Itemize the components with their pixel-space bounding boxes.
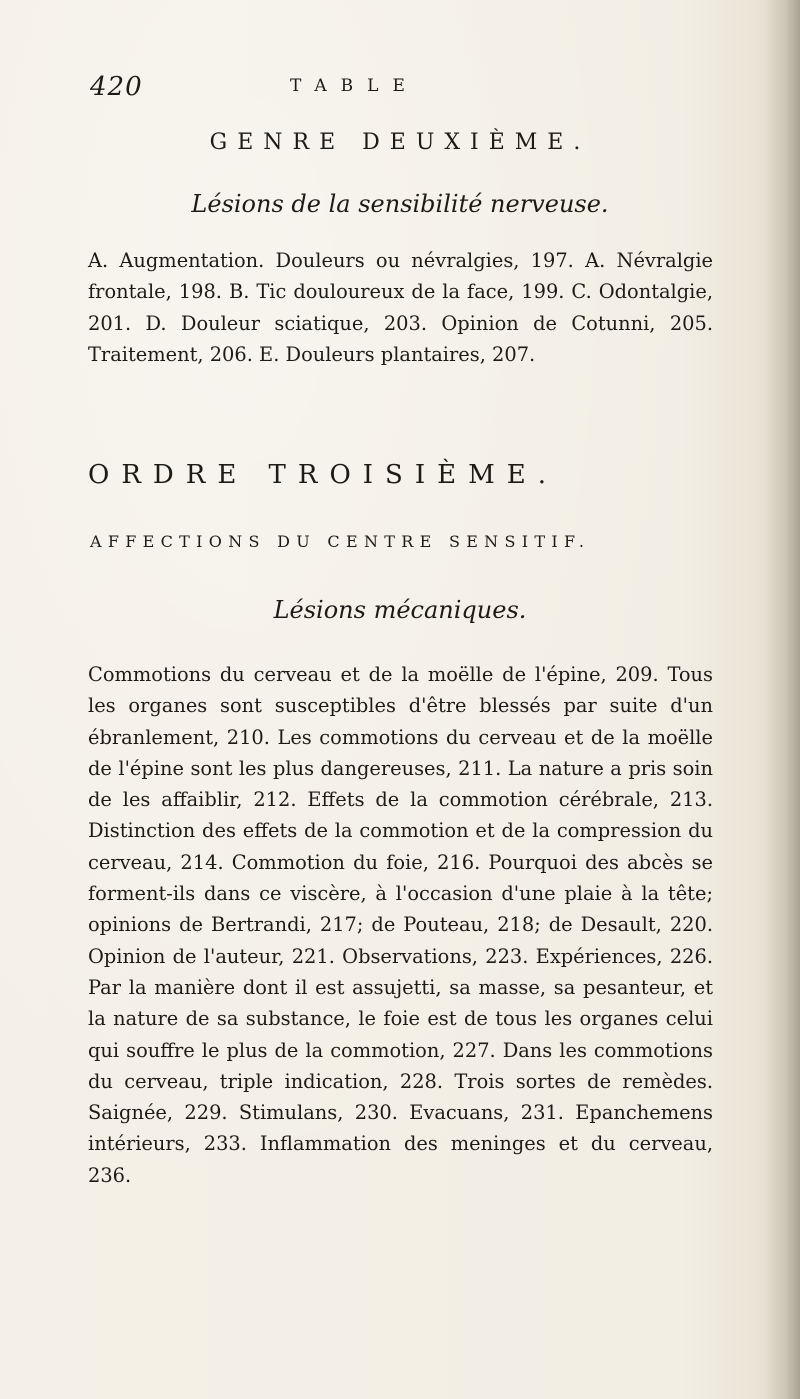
ordre-entries-paragraph: Commotions du cerveau et de la moëlle de l'épine, 209. Tous les organes sont susceptibles d'être blessés par suite d'un ébranlement, 210. Les commotions du cerveau et de la moëlle de l'épine sont les plus dangereuses, 211. La nature a pris soin de les affaiblir, 212. Effets de la commotion cérébrale, 213. Distinction des effets de la commotion et de la compression du cerveau, 214. Commotion du foie, 216. Pourquoi des abcès se forment-ils dans ce viscère, à l'occasion d'une plaie à la tête; opinions de Bertrandi, 217; de Pouteau, 218; de Desault, 220. Opinion de l'auteur, 221. Observations, 223. Expériences, 226. Par la manière dont il est assujetti, sa masse, sa pesanteur, et la nature de sa substance, le foie est de tous les organes celui qui souffre le plus de la commotion, 227. Dans les commotions du cerveau, triple indication, 228. Trois sortes de remèdes. Saignée, 229. Stimulans, 230. Evacuans, 231. Epanchemens intérieurs, 233. Inflammation des meninges et du cerveau, 236. xyxy=(88,663,713,1187)
affections-heading: AFFECTIONS DU CENTRE SENSITIF. xyxy=(90,532,591,551)
page-header xyxy=(90,72,710,102)
genre-heading: GENRE DEUXIÈME. xyxy=(209,130,591,155)
page-number: 420 xyxy=(90,72,143,102)
ordre-subtitle: Lésions mécaniques. xyxy=(273,596,527,624)
genre-subtitle: Lésions de la sensibilité nerveuse. xyxy=(191,190,609,218)
ordre-heading: ORDRE TROISIÈME. xyxy=(88,460,558,490)
running-head: TABLE xyxy=(290,76,419,96)
genre-entries-paragraph: A. Augmentation. Douleurs ou névralgies, 197. A. Névralgie frontale, 198. B. Tic douloureux de la face, 199. C. Odontalgie, 201. D. Douleur sciatique, 203. Opinion de Cotunni, 205. Traitement, 206. E. Douleurs plantaires, 207. xyxy=(88,249,713,366)
